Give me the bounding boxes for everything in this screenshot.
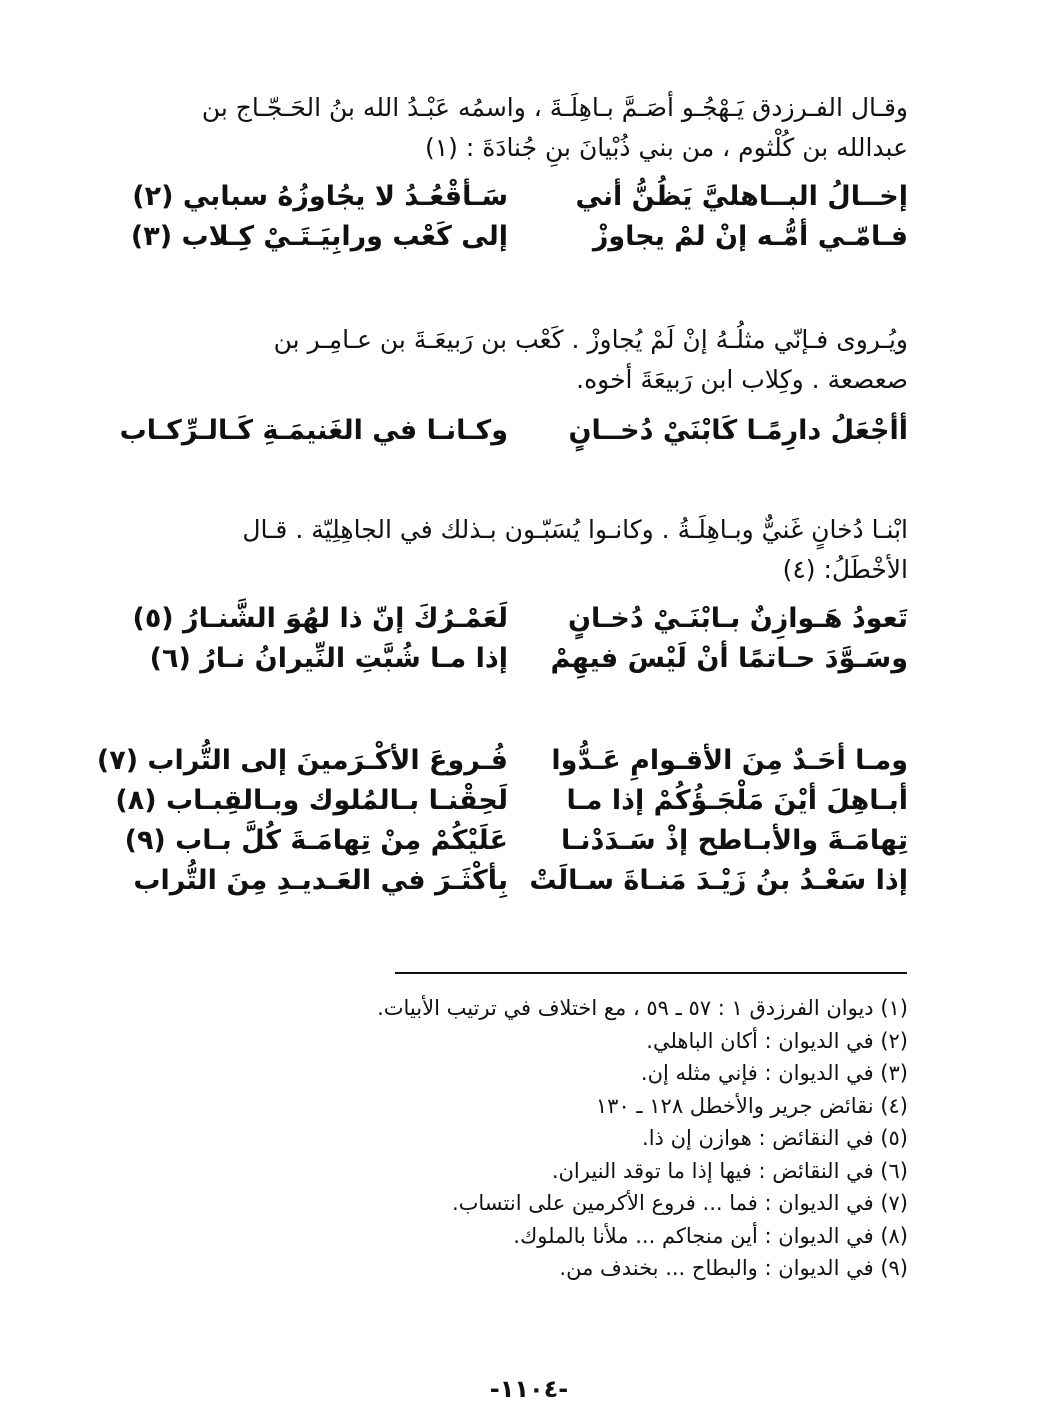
footnote: (٩) في الديوان : والبطاح ... بخندف من. bbox=[559, 1256, 908, 1280]
first-hemistich: تَعودُ هَـوازِنٌ بـابْنَـيْ دُخـانٍ bbox=[567, 602, 908, 634]
akhtal-intro-line-2: الأخْطَلُ: (٤) bbox=[782, 555, 908, 584]
akhtal-intro-line-1: ابْنـا دُخانٍ غَنيٌّ وبـاهِلَـةُ . وكانـوا يُسَبّـون بـذلك في الجاهِلِيّة . قـال bbox=[242, 515, 908, 544]
footnote: (٢) في الديوان : أكان الباهلي. bbox=[646, 1028, 908, 1053]
intro-line-2: عبدالله بن كُلْثوم ، من بني ذُبْيانَ بنِ جُنادَةَ : (١) bbox=[424, 133, 908, 162]
first-hemistich: وسَـوَّدَ حـاتمًا أنْ لَيْسَ فيهِمْ bbox=[550, 642, 908, 674]
second-hemistich: فُـروعَ الأكْـرَمينَ إلى التُّراب (٧) bbox=[96, 744, 508, 776]
footnote: (٤) نقائض جرير والأخطل ١٢٨ ـ ١٣٠ bbox=[595, 1093, 908, 1118]
first-hemistich: أبـاهِلَ أيْنَ مَلْجَـؤُكُمْ إذا مـا bbox=[566, 784, 908, 816]
verse-line bbox=[132, 598, 908, 638]
footnote: (٥) في النقائض : هوازن إن ذا. bbox=[642, 1126, 908, 1150]
second-hemistich: إلى كَعْب ورابِيَـتَـيْ كِـلاب (٣) bbox=[130, 220, 508, 252]
akhtal-intro-paragraph bbox=[148, 510, 908, 590]
verse-line bbox=[148, 638, 908, 678]
second-hemistich: لَحِقْنـا بـالمُلوك وبـالقِبـاب (٨) bbox=[115, 784, 508, 816]
verse-line bbox=[119, 410, 908, 450]
first-hemistich: إذا سَعْـدُ بنُ زَيْـدَ مَنـاةَ سـالَتْ bbox=[529, 864, 908, 896]
verse-line bbox=[132, 176, 908, 216]
verse-line bbox=[133, 860, 908, 900]
footnotes bbox=[148, 992, 908, 1285]
second-hemistich: لَعَمْـرُكَ إنّ ذا لهُوَ الشَّنـارُ (٥) bbox=[132, 602, 508, 634]
first-hemistich: تِهامَـةَ والأبـاطح إذْ سَـدَدْنـا bbox=[560, 824, 908, 856]
narration-line-2: صعصعة . وكِلاب ابن رَبيعَةَ أخوه. bbox=[576, 365, 908, 394]
intro-line-1: وقـال الفـرزدق يَـهْجُـو أصَـمَّ بـاهِلَـةَ ، واسمُه عَبْـدُ الله بنُ الحَـجّـاج بن bbox=[201, 93, 908, 122]
verse-line bbox=[130, 216, 908, 256]
first-hemistich: ومـا أحَـدٌ مِنَ الأقـوامِ عَـدُّوا bbox=[551, 744, 908, 776]
second-hemistich: عَلَيْكُمْ مِنْ تِهامَـةَ كُلَّ بـاب (٩) bbox=[124, 824, 508, 856]
poem-2 bbox=[132, 598, 908, 678]
footnote: (٧) في الديوان : فما ... فروع الأكرمين على انتساب. bbox=[451, 1191, 908, 1215]
poem-1 bbox=[130, 176, 908, 256]
first-hemistich: إخــالُ البــاهليَّ يَظُنُّ أني bbox=[575, 180, 908, 212]
second-hemistich: سَـأقْعُـدُ لا يجُاوزُهُ سبابي (٢) bbox=[132, 180, 508, 212]
verse-2 bbox=[119, 410, 908, 450]
narration-line-1: ويُـروى فـإنّي مثلُـهُ إنْ لَمْ يُجاوزْ . كَعْب بن رَبيعَـةَ بن عـامِـر بن bbox=[273, 325, 908, 354]
second-hemistich: إذا مـا شُبَّتِ النِّيرانُ نـارُ (٦) bbox=[149, 642, 508, 674]
first-hemistich: أأجْعَلُ دارِمًـا كَابْنَيْ دُخــانٍ bbox=[568, 414, 908, 446]
verse-line bbox=[124, 820, 908, 860]
footnote-divider bbox=[395, 972, 907, 974]
page-number: -١١٠٤- bbox=[489, 1375, 569, 1403]
first-hemistich: فـامّـي أمُّـه إنْ لمْ يجاوزْ bbox=[592, 220, 908, 252]
verse-line bbox=[115, 780, 908, 820]
narration-paragraph bbox=[148, 320, 908, 400]
second-hemistich: بِأكْثَـرَ في العَـديـدِ مِنَ التُّراب bbox=[133, 864, 508, 896]
footnote: (٦) في النقائض : فيها إذا ما توقد النيران. bbox=[551, 1158, 908, 1183]
footnote: (٨) في الديوان : أين منجاكم ... ملأنا بالملوك. bbox=[513, 1223, 908, 1248]
footnote: (٣) في الديوان : فإني مثله إن. bbox=[640, 1061, 908, 1085]
second-hemistich: وكـانـا في الغَنيمَـةِ كَـالـرِّكـاب bbox=[119, 414, 508, 446]
intro-paragraph bbox=[148, 88, 908, 168]
footnote: (١) ديوان الفرزدق ١ : ٥٧ ـ ٥٩ ، مع اختلاف في ترتيب الأبيات. bbox=[377, 996, 908, 1020]
poem-3 bbox=[96, 740, 908, 900]
verse-line bbox=[96, 740, 908, 780]
